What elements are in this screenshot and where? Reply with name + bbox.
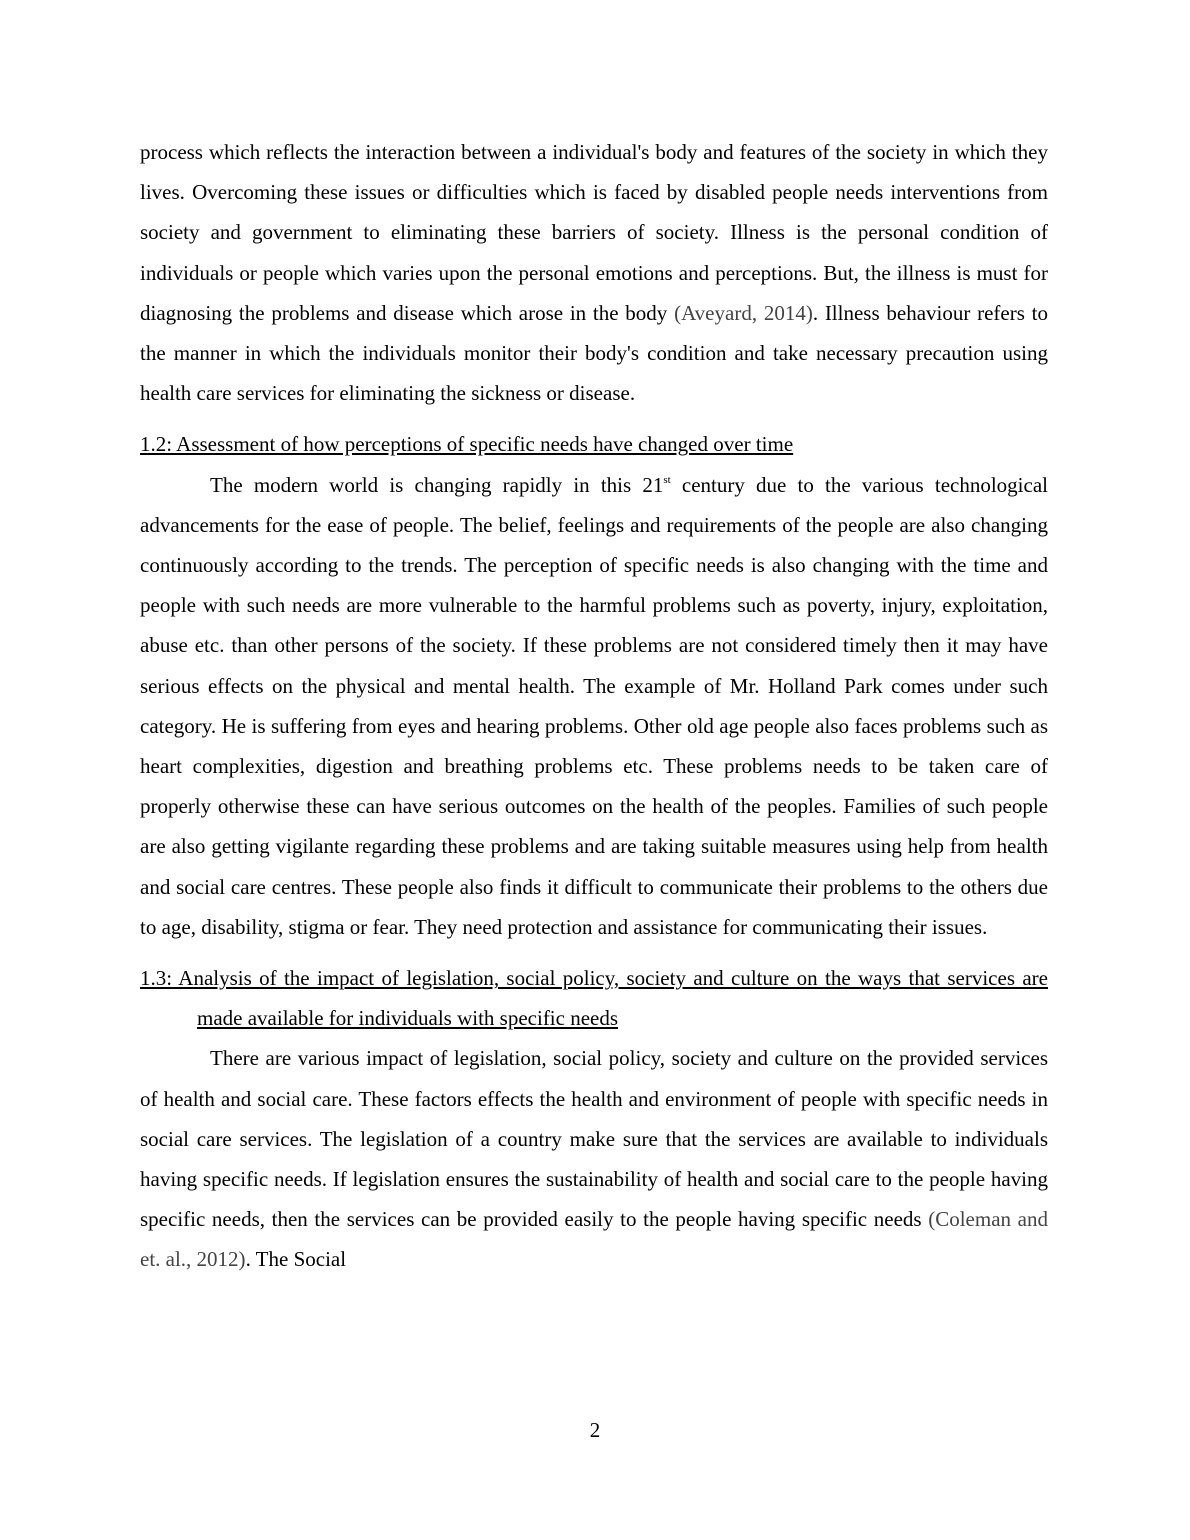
- paragraph-text: century due to the various technological advancements for the ease of people. The belief, feelings and requirements of the people are also changing continuously according to the trends. The perception of specific needs is also changing with the time and people with such needs are more vulnerable to the harmful problems such as poverty, injury, exploitation, abuse etc. than other persons of the society. If these problems are not considered timely then it may have serious effects on the physical and mental health. The example of Mr. Holland Park comes under such category. He is suffering from eyes and hearing problems. Other old age people also faces problems such as heart complexities, digestion and breathing problems etc. These problems needs to be taken care of properly otherwise these can have serious outcomes on the health of the peoples. Families of such people are also getting vigilante regarding these problems and are taking suitable measures using help from health and social care centres. These people also finds it difficult to communicate their problems to the others due to age, disability, stigma or fear. They need protection and assistance for communicating their issues.: [140, 472, 1048, 939]
- superscript-st: st: [663, 473, 671, 486]
- paragraph-perceptions: [140, 465, 1048, 947]
- paragraph-illness: [140, 132, 1048, 413]
- paragraph-text: process which reflects the interaction between a individual's body and features of the society in which they lives. Overcoming these issues or difficulties which is faced by disabled people needs interventions from society and government to eliminating these barriers of society. Illness is the personal condition of individuals or people which varies upon the personal emotions and perceptions. But, the illness is must for diagnosing the problems and disease which arose in the body: [140, 140, 1048, 325]
- paragraph-text: . Illness behaviour refers to the manner in which the individuals monitor their body's condition and take necessary precaution using health care services for eliminating the sickness or disease.: [140, 300, 1048, 406]
- citation-aveyard: (Aveyard, 2014): [674, 300, 813, 325]
- citation-coleman: (Coleman and et. al., 2012): [140, 1207, 1048, 1272]
- paragraph-text: There are various impact of legislation, social policy, society and culture on the provided services of health and social care. These factors effects the health and environment of people with specific needs in social care services. The legislation of a country make sure that the services are available to individuals having specific needs. If legislation ensures the sustainability of health and social care to the people having specific needs, then the services can be provided easily to the people having specific needs: [140, 1046, 1048, 1232]
- heading-1-3: 1.3: Analysis of the impact of legislation, social policy, society and culture on the ways that services are made available for individuals with specific needs: [140, 966, 1048, 1031]
- paragraph-legislation: [140, 1038, 1048, 1279]
- paragraph-text: . The Social: [245, 1247, 347, 1272]
- paragraph-text: The modern world is changing rapidly in this 21: [210, 472, 664, 497]
- page-body: [140, 132, 1048, 1280]
- page-number: 2: [589, 1418, 601, 1442]
- heading-1-2: 1.2: Assessment of how perceptions of specific needs have changed over time: [140, 432, 794, 457]
